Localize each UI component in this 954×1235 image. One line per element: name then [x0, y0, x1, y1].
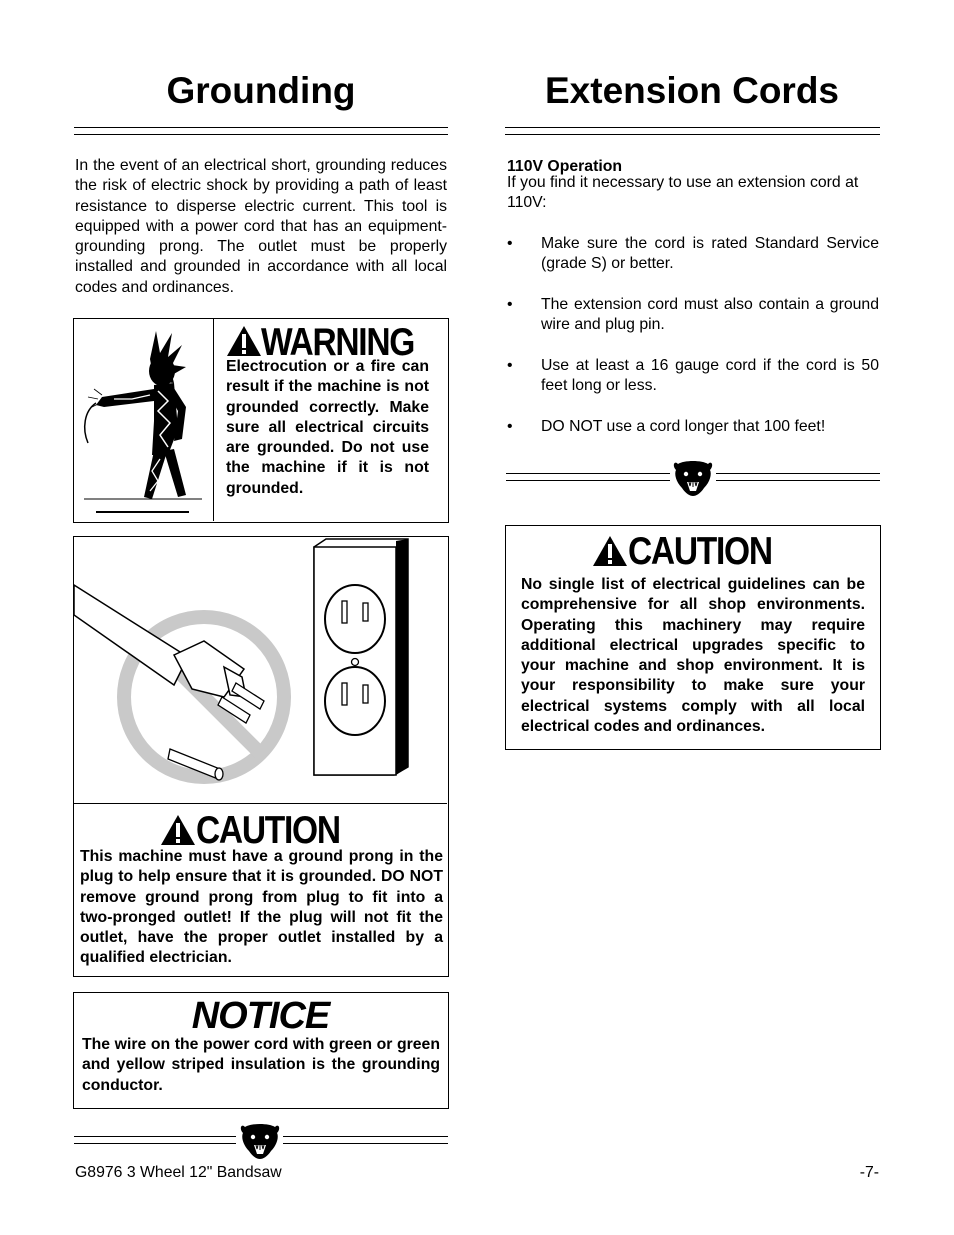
bullet-text: Use at least a 16 gauge cord if the cord is 50 feet long or less.: [541, 357, 879, 395]
bullet-text: Make sure the cord is rated Standard Service (grade S) or better.: [541, 235, 879, 273]
footer-model: G8976 3 Wheel 12" Bandsaw: [75, 1164, 282, 1181]
warning-header: [226, 321, 438, 364]
section-divider-left: [506, 473, 670, 481]
title-divider-right: [505, 127, 880, 135]
plug-caution-box: [73, 536, 449, 977]
list-item: • Make sure the cord is rated Standard Service (grade S) or better.: [507, 235, 879, 273]
page-number: -7-: [859, 1164, 879, 1181]
bullet-text: The extension cord must also contain a ground wire and plug pin.: [541, 296, 879, 334]
grounding-title: Grounding: [166, 70, 356, 111]
notice-text: The wire on the power cord with green or green and yellow striped insulation is the grounding conductor.: [82, 1036, 440, 1094]
electrocuted-person-icon: [74, 319, 213, 521]
footer-divider-right: [283, 1136, 448, 1144]
bullet-text: DO NOT use a cord longer that 100 feet!: [541, 418, 826, 436]
footer-divider-left: [74, 1136, 236, 1144]
list-item: • Use at least a 16 gauge cord if the cord is 50 feet long or less.: [507, 357, 879, 395]
notice-box: [73, 992, 449, 1109]
title-divider: [74, 127, 448, 135]
exclamation-triangle-icon: [160, 814, 196, 846]
bear-head-logo: [672, 458, 714, 498]
exclamation-triangle-icon: [226, 325, 262, 357]
electrical-caution-label: CAUTION: [628, 530, 772, 573]
exclamation-triangle-icon: [592, 535, 628, 567]
electrical-caution-text: No single list of electrical guidelines can be comprehensive for all shop environments. Operating this machinery may require additional electrical upgrades specific to your machine and shop environment. It is your responsibility to make sure your electrical systems comply with all local electrical codes and ordinances.: [521, 576, 865, 736]
prohibited-plug-outlet-illustration: [74, 537, 447, 803]
plug-illustration-cell: [74, 537, 447, 804]
warning-text: Electrocution or a fire can result if the machine is not grounded correctly. Make sure all electrical circuits are grounded. Do not use the machine if it is not grounded.: [226, 358, 429, 497]
shock-illustration-cell: [74, 319, 214, 521]
list-item: • The extension cord must also contain a ground wire and plug pin.: [507, 296, 879, 334]
bear-head-logo: [239, 1121, 281, 1161]
extension-intro: If you find it necessary to use an extension cord at 110V:: [507, 174, 859, 212]
list-item: • DO NOT use a cord longer that 100 feet!: [507, 418, 826, 436]
operation-subheading: 110V Operation: [507, 158, 623, 175]
warning-box: [73, 318, 449, 523]
electrical-caution-header: [592, 532, 812, 572]
plug-caution-label: CAUTION: [196, 809, 340, 852]
grounding-intro: In the event of an electrical short, grounding reduces the risk of electric shock by providing a path of least resistance to disperse electric current. This tool is equipped with a power cord that has an equipment-grounding prong. The outlet must be properly installed and grounded in accordance with all local codes and ordinances.: [75, 157, 447, 296]
electrical-caution-box: [505, 525, 881, 750]
extension-bullets: [507, 234, 879, 458]
plug-caution-text: This machine must have a ground prong in the plug to help ensure that it is grounded. DO NOT remove ground prong from plug to fit into a two-pronged outlet! If the plug will not fit the outlet, have the proper outlet installed by a qualified electrician.: [80, 848, 443, 967]
notice-label: NOTICE: [191, 995, 330, 1037]
section-divider-right: [716, 473, 880, 481]
warning-label: WARNING: [261, 321, 415, 364]
extension-cords-title: Extension Cords: [545, 70, 839, 111]
plug-caution-header: [160, 811, 380, 851]
